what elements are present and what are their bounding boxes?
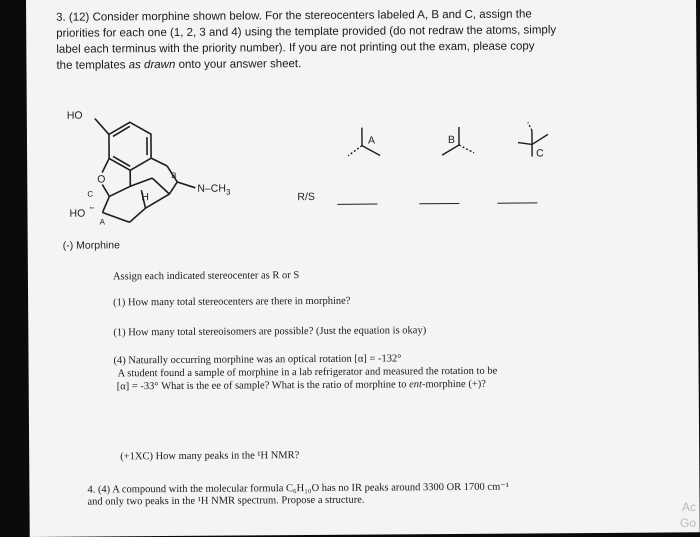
- b-label: B: [171, 170, 177, 180]
- assign-prompt: Assign each indicated stereocenter as R or S: [112, 270, 300, 283]
- morphine-structure: [57, 103, 248, 229]
- template-b: [442, 127, 474, 155]
- ho-bottom-label: HO: [69, 207, 86, 220]
- c-label: C: [87, 189, 94, 199]
- answer-line-a: [337, 204, 377, 205]
- answer-line-c: [497, 202, 537, 203]
- q3-line4-end: onto your answer sheet.: [175, 58, 302, 71]
- exam-page: [26, 0, 700, 537]
- question-4-line-2: and only two peaks in the ¹H NMR spectrum. Propose a structure.: [87, 494, 365, 508]
- q3-line4-em: as drawn: [128, 58, 176, 72]
- question-3-line-2: priorities for each one (1, 2, 3 and 4) using the template provided (do not redraw the atoms, simply: [56, 24, 557, 40]
- rotation-line-1: (4) Naturally occurring morphine was an optical rotation [α] = -132°: [113, 353, 402, 367]
- nmr-prompt: (+1XC) How many peaks in the ¹H NMR?: [120, 450, 300, 463]
- a-label: A: [99, 217, 105, 227]
- template-a-label: A: [367, 134, 376, 147]
- ho-top-label: HO: [66, 109, 83, 122]
- stereoisomers-prompt: (1) How many total stereoisomers are possible? (Just the equation is okay): [113, 325, 427, 339]
- question-3: [56, 6, 636, 74]
- ether-o-label: O: [97, 173, 106, 186]
- watermark-line-1: Ac: [681, 500, 696, 514]
- question-3-line-3: label each terminus with the priority number). If you are not printing out the exam, please copy: [56, 40, 535, 56]
- rs-label: R/S: [297, 190, 315, 204]
- watermark: [680, 499, 696, 531]
- template-b-label: B: [447, 134, 456, 147]
- rotation-line-3: [α] = -33° What is the ee of sample? What is the ratio of morphine to ent-morphine (+)?: [116, 378, 486, 393]
- question-3-line-4: [56, 54, 636, 74]
- answer-line-b: [419, 203, 459, 204]
- template-a: [348, 128, 380, 156]
- aromatic-ring: [109, 122, 151, 170]
- stereocenter-templates: [332, 116, 572, 168]
- morphine-name: (-) Morphine: [62, 239, 120, 252]
- stereocenters-prompt: (1) How many total stereocenters are there in morphine?: [113, 295, 351, 309]
- question-4-line-1: 4. (4) A compound with the molecular formula C₆H₁₀O has no IR peaks around 3300 OR 1700 cm⁻¹: [87, 481, 509, 496]
- q3-line4-start: the templates: [56, 59, 129, 72]
- h-label: H: [141, 191, 150, 204]
- template-c-label: C: [536, 147, 544, 160]
- hash-bond: ''': [89, 205, 95, 215]
- watermark-line-2: Go: [679, 516, 696, 530]
- rotation-line-2: A student found a sample of morphine in a lab refrigerator and measured the rotation to be: [117, 365, 498, 380]
- question-3-line-1: 3. (12) Consider morphine shown below. For the stereocenters labeled A, B and C, assign the: [56, 8, 532, 24]
- amine-label: $N-CH_3$: [197, 182, 231, 197]
